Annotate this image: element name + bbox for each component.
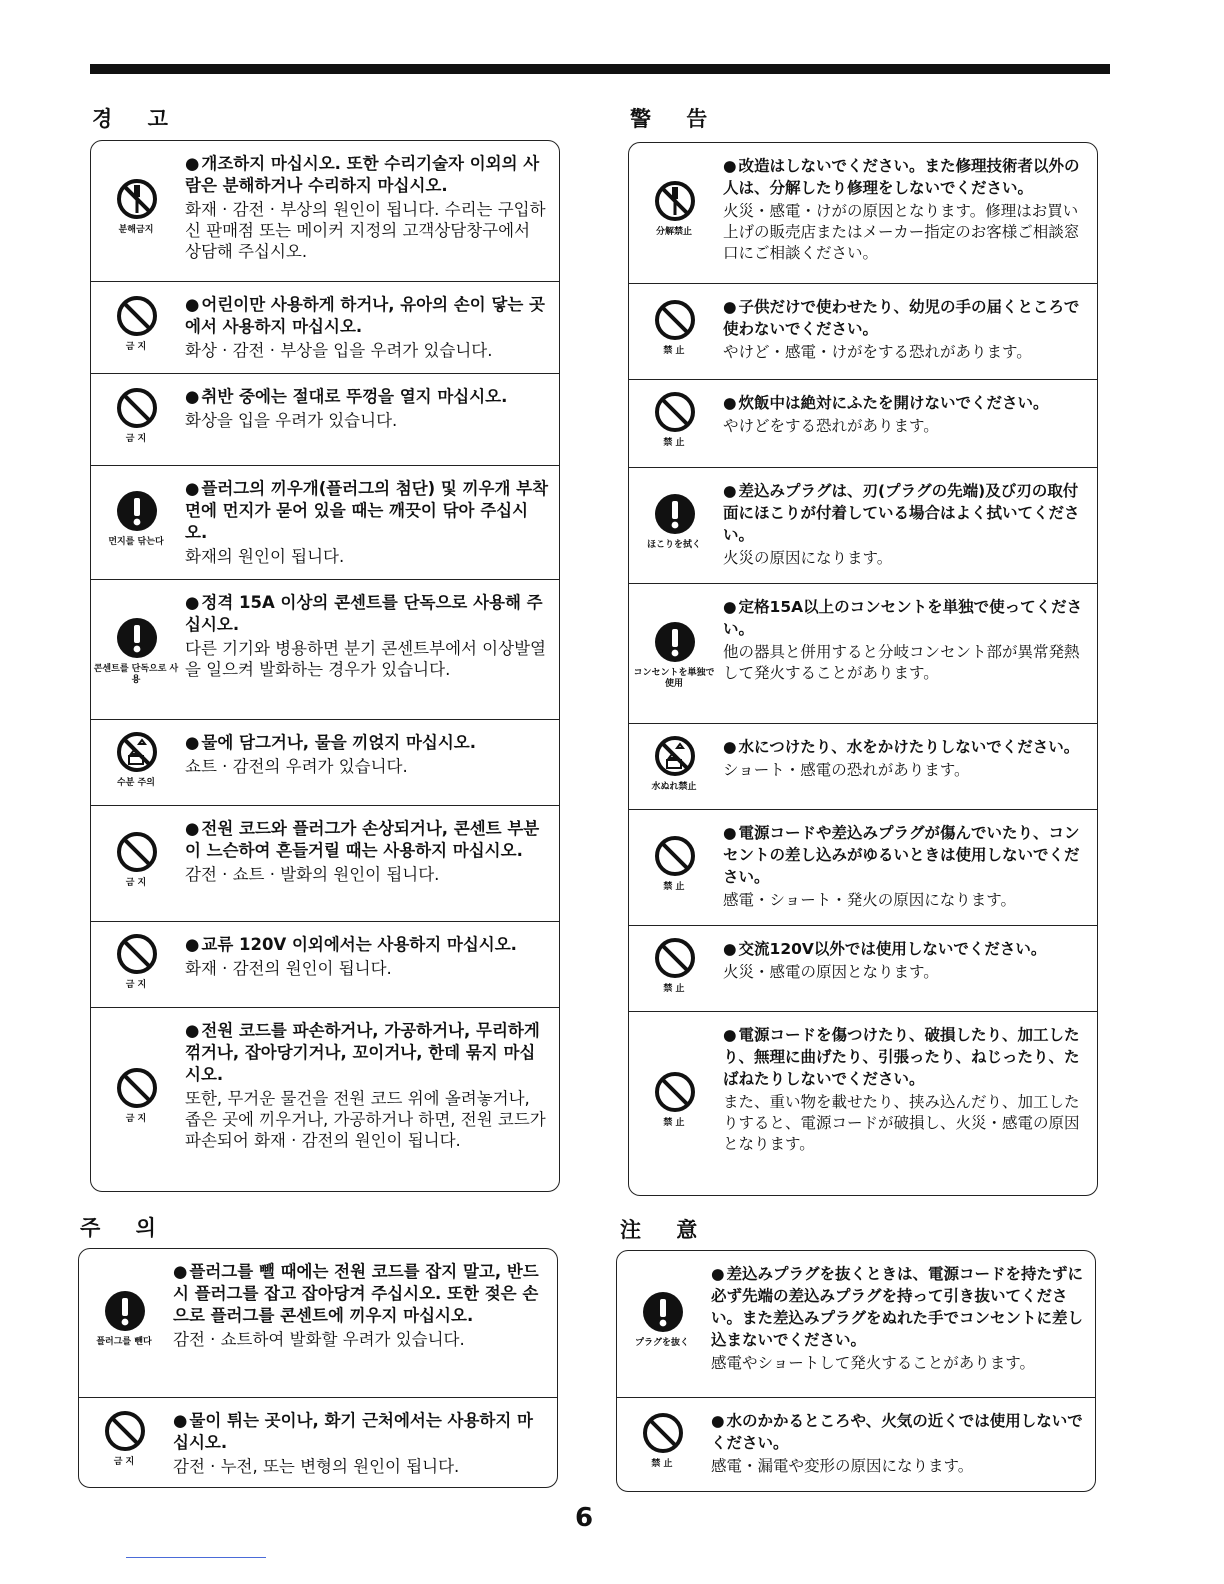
icon-label: 水ぬれ禁止: [651, 782, 697, 792]
notice-instruction: ● 플러그의 끼우개(플러그의 첨단) 및 끼우개 부착면에 먼지가 묻어 있을 때는 깨끗이 닦아 주십시오.: [185, 478, 549, 544]
icon-label: 禁 止: [651, 1459, 673, 1469]
notice-instruction: ● 물이 튀는 곳이나, 화기 근처에서는 사용하지 마십시오.: [173, 1410, 547, 1454]
notice-instruction: ● 交流120V以外では使用しないでください。: [723, 938, 1087, 960]
notice-reason: 감전 · 누전, 또는 변형의 원인이 됩니다.: [173, 1457, 460, 1476]
notice-instruction: ● 물에 담그거나, 물을 끼얹지 마십시오.: [185, 732, 549, 754]
notice-instruction: ● 差込みプラグは、刃(プラグの先端)及び刃の取付面にほこりが付着している場合はよく拭いてください。: [723, 480, 1087, 546]
notice-instruction: ● 개조하지 마십시오. 또한 수리기술자 이외의 사람은 분해하거나 수리하지 마십시오.: [185, 153, 549, 197]
prohibition-icon: [653, 936, 697, 980]
icon-label: 금 지: [113, 1457, 135, 1467]
notice-icon-area: [91, 922, 181, 1008]
notice-instruction: ● 子供だけで使わせたり、幼児の手の届くところで使わないでください。: [723, 296, 1087, 340]
japanese-warning-box: [628, 142, 1098, 1196]
notice-row: [91, 921, 559, 1008]
notice-row: [91, 805, 559, 922]
prohibition-icon: [653, 1070, 697, 1114]
notice-instruction: ● 어린이만 사용하게 하거나, 유아의 손이 닿는 곳에서 사용하지 마십시오.: [185, 294, 549, 338]
notice-instruction: ● 플러그를 뺄 때에는 전원 코드를 잡지 말고, 반드시 플러그를 잡고 잡아당겨 주십시오. 또한 젖은 손으로 플러그를 콘센트에 끼우지 마십시오.: [173, 1261, 547, 1327]
notice-row: [79, 1397, 557, 1488]
prohibition-icon: [115, 1066, 159, 1110]
prohibition-icon: [115, 386, 159, 430]
notice-row: [91, 465, 559, 580]
icon-label: 금 지: [125, 342, 147, 352]
notice-reason: 화상 · 감전 · 부상을 입을 우려가 있습니다.: [185, 341, 493, 360]
icon-label: ほこりを拭く: [646, 540, 701, 550]
notice-row: [91, 579, 559, 720]
japanese-warning-heading: 警 告: [630, 107, 722, 131]
icon-label: 禁 止: [663, 1118, 685, 1128]
notice-row: [629, 723, 1097, 810]
icon-label: 분해금지: [118, 225, 154, 235]
notice-reason: 감전 · 쇼트 · 발화의 원인이 됩니다.: [185, 865, 440, 884]
no-water-icon: [653, 734, 697, 778]
prohibition-icon: [103, 1409, 147, 1453]
notice-row: [629, 583, 1097, 724]
notice-reason: 화재 · 감전 · 부상의 원인이 됩니다. 수리는 구입하신 판매점 또는 메이커 지정의 고객상담창구에서 상담해 주십시오.: [185, 200, 546, 261]
notice-icon-area: [91, 374, 181, 466]
notice-row: [79, 1249, 557, 1397]
notice-instruction: ● 전원 코드를 파손하거나, 가공하거나, 무리하게 꺾거나, 잡아당기거나, 꼬이거나, 한데 묶지 마십시오.: [185, 1020, 549, 1086]
notice-instruction: ● 정격 15A 이상의 콘센트를 단독으로 사용해 주십시오.: [185, 592, 549, 636]
notice-row: [617, 1397, 1095, 1492]
notice-instruction: ● 水のかかるところや、火気の近くでは使用しないでください。: [711, 1410, 1085, 1454]
notice-row: [91, 1007, 559, 1192]
mandatory-icon: [115, 489, 159, 533]
notice-instruction: ● 취반 중에는 절대로 뚜껑을 열지 마십시오.: [185, 386, 549, 408]
notice-icon-area: [91, 720, 181, 806]
notice-row: [91, 719, 559, 806]
prohibition-icon: [653, 298, 697, 342]
notice-icon-area: [91, 466, 181, 580]
notice-reason: 火災の原因になります。: [723, 549, 893, 567]
notice-reason: 다른 기기와 병용하면 분기 콘센트부에서 이상발열을 일으켜 발화하는 경우가 있습니다.: [185, 639, 546, 679]
icon-label: 먼지를 닦는다: [108, 537, 164, 547]
notice-icon-area: [91, 806, 181, 922]
notice-icon-area: [629, 926, 719, 1012]
korean-caution-box: [78, 1248, 558, 1488]
notice-reason: 쇼트 · 감전의 우려가 있습니다.: [185, 757, 408, 776]
icon-label: 禁 止: [663, 438, 685, 448]
notice-icon-area: [91, 282, 181, 374]
mandatory-icon: [103, 1289, 147, 1333]
japanese-caution-heading: 注 意: [620, 1218, 712, 1242]
korean-warning-box: [90, 140, 560, 1192]
icon-label: 禁 止: [663, 882, 685, 892]
notice-icon-area: [629, 1012, 719, 1196]
notice-reason: 火災・感電の原因となります。: [723, 963, 939, 981]
footer-line: [126, 1557, 266, 1558]
notice-icon-area: [617, 1251, 707, 1397]
mandatory-icon: [653, 492, 697, 536]
notice-row: [629, 379, 1097, 468]
notice-instruction: ● 水につけたり、水をかけたりしないでください。: [723, 736, 1087, 758]
prohibition-icon: [115, 294, 159, 338]
icon-label: 수분 주의: [117, 778, 155, 788]
notice-instruction: ● 定格15A以上のコンセントを単独で使ってください。: [723, 596, 1087, 640]
notice-icon-area: [91, 580, 181, 720]
icon-label: 금 지: [125, 980, 147, 990]
no-water-icon: [115, 730, 159, 774]
mandatory-icon: [115, 616, 159, 660]
notice-reason: 화재 · 감전의 원인이 됩니다.: [185, 959, 392, 978]
prohibition-icon: [641, 1411, 685, 1455]
icon-label: プラグを抜く: [634, 1338, 689, 1348]
notice-instruction: ● 電源コードや差込みプラグが傷んでいたり、コンセントの差し込みがゆるいときは使用しないでください。: [723, 822, 1087, 888]
icon-label: 禁 止: [663, 346, 685, 356]
notice-reason: やけどをする恐れがあります。: [723, 417, 939, 435]
prohibition-icon: [653, 390, 697, 434]
notice-row: [629, 467, 1097, 584]
notice-reason: 火災・感電・けがの原因となります。修理はお買い上げの販売店またはメーカー指定のお客様ご相談窓口にご相談ください。: [723, 202, 1080, 262]
prohibition-icon: [653, 834, 697, 878]
icon-label: 콘센트를 단독으로 사용: [93, 664, 179, 685]
notice-row: [91, 141, 559, 281]
prohibition-icon: [115, 830, 159, 874]
notice-instruction: ● 전원 코드와 플러그가 손상되거나, 콘센트 부분이 느슨하여 흔들거릴 때는 사용하지 마십시오.: [185, 818, 549, 862]
notice-icon-area: [629, 584, 719, 724]
notice-icon-area: [629, 810, 719, 926]
japanese-caution-box: [616, 1250, 1096, 1492]
notice-reason: やけど・感電・けがをする恐れがあります。: [723, 343, 1032, 361]
notice-reason: また、重い物を載せたり、挟み込んだり、加工したりすると、電源コードが破損し、火災・感電の原因となります。: [723, 1093, 1080, 1153]
korean-caution-heading: 주 의: [80, 1216, 170, 1240]
notice-reason: 화상을 입을 우려가 있습니다.: [185, 411, 398, 430]
no-disassembly-icon: [115, 177, 159, 221]
notice-row: [629, 143, 1097, 283]
notice-reason: 또한, 무거운 물건을 전원 코드 위에 올려놓거나, 좁은 곳에 끼우거나, 가공하거나 하면, 전원 코드가 파손되어 화재 · 감전의 원인이 됩니다.: [185, 1089, 546, 1150]
notice-instruction: ● 電源コードを傷つけたり、破損したり、加工したり、無理に曲げたり、引張ったり、ねじったり、たばねたりしないでください。: [723, 1024, 1087, 1090]
notice-instruction: ● 改造はしないでください。また修理技術者以外の人は、分解したり修理をしないでください。: [723, 155, 1087, 199]
notice-icon-area: [91, 1008, 181, 1192]
notice-icon-area: [617, 1398, 707, 1492]
icon-label: 금 지: [125, 878, 147, 888]
notice-row: [91, 281, 559, 374]
notice-row: [629, 925, 1097, 1012]
notice-row: [629, 809, 1097, 926]
notice-icon-area: [629, 284, 719, 380]
notice-reason: ショート・感電の恐れがあります。: [723, 761, 970, 779]
notice-icon-area: [629, 724, 719, 810]
notice-row: [629, 1011, 1097, 1196]
korean-warning-heading: 경 고: [92, 107, 182, 131]
icon-label: 금 지: [125, 1114, 147, 1124]
notice-reason: 他の器具と併用すると分岐コンセント部が異常発熱して発火することがあります。: [723, 643, 1080, 682]
notice-row: [91, 373, 559, 466]
icon-label: 금 지: [125, 434, 147, 444]
notice-icon-area: [629, 380, 719, 468]
notice-icon-area: [91, 141, 181, 281]
no-disassembly-icon: [653, 179, 697, 223]
notice-icon-area: [629, 143, 719, 283]
notice-row: [629, 283, 1097, 380]
notice-icon-area: [629, 468, 719, 584]
prohibition-icon: [115, 932, 159, 976]
icon-label: 禁 止: [663, 984, 685, 994]
page-number: 6: [575, 1503, 594, 1533]
mandatory-icon: [641, 1290, 685, 1334]
top-rule: [90, 64, 1110, 74]
notice-instruction: ● 교류 120V 이외에서는 사용하지 마십시오.: [185, 934, 549, 956]
notice-instruction: ● 差込みプラグを抜くときは、電源コードを持たずに必ず先端の差込みプラグを持って引き抜いてください。また差込みプラグをぬれた手でコンセントに差し込まないでください。: [711, 1263, 1085, 1351]
notice-reason: 감전 · 쇼트하여 발화할 우려가 있습니다.: [173, 1330, 465, 1349]
notice-icon-area: [79, 1249, 169, 1397]
notice-row: [617, 1251, 1095, 1397]
notice-reason: 感電やショートして発火することがあります。: [711, 1354, 1035, 1372]
notice-icon-area: [79, 1398, 169, 1488]
icon-label: コンセントを単独で使用: [633, 668, 715, 689]
notice-instruction: ● 炊飯中は絶対にふたを開けないでください。: [723, 392, 1087, 414]
notice-reason: 화재의 원인이 됩니다.: [185, 547, 345, 566]
icon-label: 플러그를 뺀다: [96, 1337, 152, 1347]
notice-reason: 感電・漏電や変形の原因になります。: [711, 1457, 974, 1475]
notice-reason: 感電・ショート・発火の原因になります。: [723, 891, 1016, 909]
mandatory-icon: [653, 620, 697, 664]
icon-label: 分解禁止: [655, 227, 692, 237]
